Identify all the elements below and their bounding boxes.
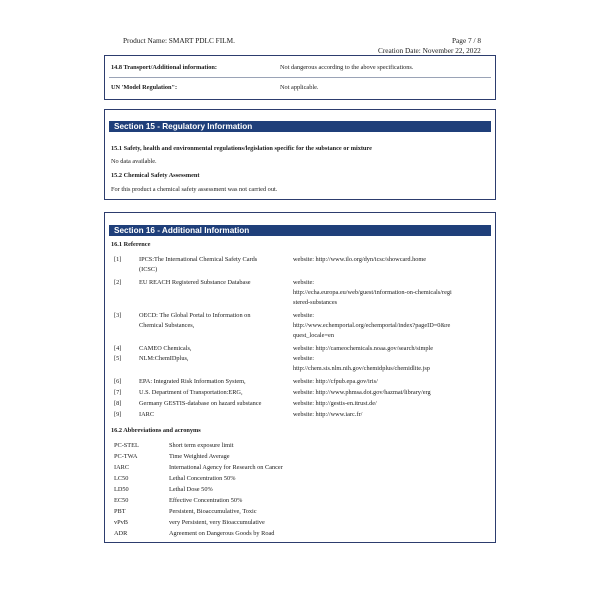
reference-heading: 16.1 Reference xyxy=(111,241,151,248)
abbr-definition: Short term exposure limit xyxy=(169,442,234,449)
ref-num: [5] xyxy=(114,355,122,362)
transport-value-1: Not dangerous according to the above specifications. xyxy=(280,64,414,71)
ref-link[interactable]: http://echa.europa.eu/web/guest/information-on-chemicals/regi xyxy=(293,289,452,296)
abbr-definition: Persistent, Bioaccumulative, Toxic xyxy=(169,508,257,515)
abbr-definition: International Agency for Research on Cancer xyxy=(169,464,283,471)
product-name: Product Name: SMART PDLC FILM. xyxy=(123,36,235,45)
ref-link[interactable]: http://chem.sis.nlm.nih.gov/chemidplus/chemidlite.jsp xyxy=(293,365,430,372)
abbr-definition: Lethal Dose 50% xyxy=(169,486,213,493)
ref-num: [7] xyxy=(114,389,122,396)
ref-link[interactable]: website: xyxy=(293,279,314,286)
abbr-term: ADR xyxy=(114,530,128,537)
ref-name: Germany GESTIS-database on hazard substance xyxy=(139,400,262,407)
ref-name: EU REACH Registered Substance Database xyxy=(139,279,251,286)
section-15-1-heading: 15.1 Safety, health and environmental regulations/legislation specific for the substance or mixture xyxy=(111,145,372,152)
ref-link[interactable]: website: xyxy=(293,312,314,319)
abbr-term: LC50 xyxy=(114,475,129,482)
ref-link[interactable]: website: http://www.iarc.fr/ xyxy=(293,411,363,418)
ref-link[interactable]: website: http://cameochemicals.noaa.gov/search/simple xyxy=(293,345,434,352)
ref-link[interactable]: website: http://www.ilo.org/dyn/icsc/showcard.home xyxy=(293,256,427,263)
section-15-1-text: No data available. xyxy=(111,158,157,165)
ref-link[interactable]: stered-substances xyxy=(293,299,338,306)
abbr-term: vPvB xyxy=(114,519,128,526)
ref-num: [4] xyxy=(114,345,122,352)
ref-name: U.S. Department of Transportation:ERG, xyxy=(139,389,243,396)
section-15-box xyxy=(104,109,496,200)
ref-num: [8] xyxy=(114,400,122,407)
ref-link[interactable]: website: http://cfpub.epa.gov/iris/ xyxy=(293,378,378,385)
ref-link[interactable]: website: xyxy=(293,355,314,362)
abbr-term: PBT xyxy=(114,508,126,515)
ref-link[interactable]: http://www.echemportal.org/echemportal/index?pageID=0&re xyxy=(293,322,451,329)
divider xyxy=(109,77,491,78)
transport-box xyxy=(104,55,496,100)
section-16-box xyxy=(104,212,496,543)
abbr-definition: Effective Concentration 50% xyxy=(169,497,243,504)
abbr-term: IARC xyxy=(114,464,130,471)
section-15-title: Section 15 - Regulatory Information xyxy=(109,121,491,132)
ref-num: [6] xyxy=(114,378,122,385)
ref-num: [1] xyxy=(114,256,122,263)
abbr-term: PC-STEL xyxy=(114,442,139,449)
ref-link[interactable]: website: http://gestis-en.itrust.de/ xyxy=(293,400,377,407)
ref-num: [9] xyxy=(114,411,122,418)
abbr-term: PC-TWA xyxy=(114,453,138,460)
ref-name: NLM:ChemIDplus, xyxy=(139,355,189,362)
page-number: Page 7 / 8 xyxy=(452,36,481,45)
ref-name: Chemical Substances, xyxy=(139,322,195,329)
abbr-term: EC50 xyxy=(114,497,129,504)
section-16-title: Section 16 - Additional Information xyxy=(109,225,491,236)
ref-num: [2] xyxy=(114,279,122,286)
abbr-definition: Lethal Concentration 50% xyxy=(169,475,236,482)
ref-name: OECD: The Global Portal to Information on xyxy=(139,312,251,319)
creation-date: Creation Date: November 22, 2022 xyxy=(378,46,481,55)
ref-name: (ICSC) xyxy=(139,266,158,273)
abbr-definition: Time Weighted Average xyxy=(169,453,230,460)
ref-name: IARC xyxy=(139,411,155,418)
ref-num: [3] xyxy=(114,312,122,319)
ref-name: IPCS:The International Chemical Safety Cards xyxy=(139,256,258,263)
abbr-definition: very Persistent, very Bioaccumulative xyxy=(169,519,265,526)
ref-name: CAMEO Chemicals, xyxy=(139,345,192,352)
section-15-2-heading: 15.2 Chemical Safety Assessment xyxy=(111,172,200,179)
abbreviations-heading: 16.2 Abbreviations and acronyms xyxy=(111,427,201,434)
transport-label-1: 14.8 Transport/Additional information: xyxy=(111,64,217,71)
abbr-term: LD50 xyxy=(114,486,129,493)
section-15-2-text: For this product a chemical safety assessment was not carried out. xyxy=(111,186,278,193)
transport-value-2: Not applicable. xyxy=(280,84,319,91)
transport-label-2: UN 'Model Regulation": xyxy=(111,84,178,91)
ref-link[interactable]: quest_locale=en xyxy=(293,332,334,339)
ref-name: EPA: Integrated Risk Information System, xyxy=(139,378,246,385)
ref-link[interactable]: website: http://www.phmsa.dot.gov/hazmat/library/erg xyxy=(293,389,431,396)
abbr-definition: Agreement on Dangerous Goods by Road xyxy=(169,530,275,537)
